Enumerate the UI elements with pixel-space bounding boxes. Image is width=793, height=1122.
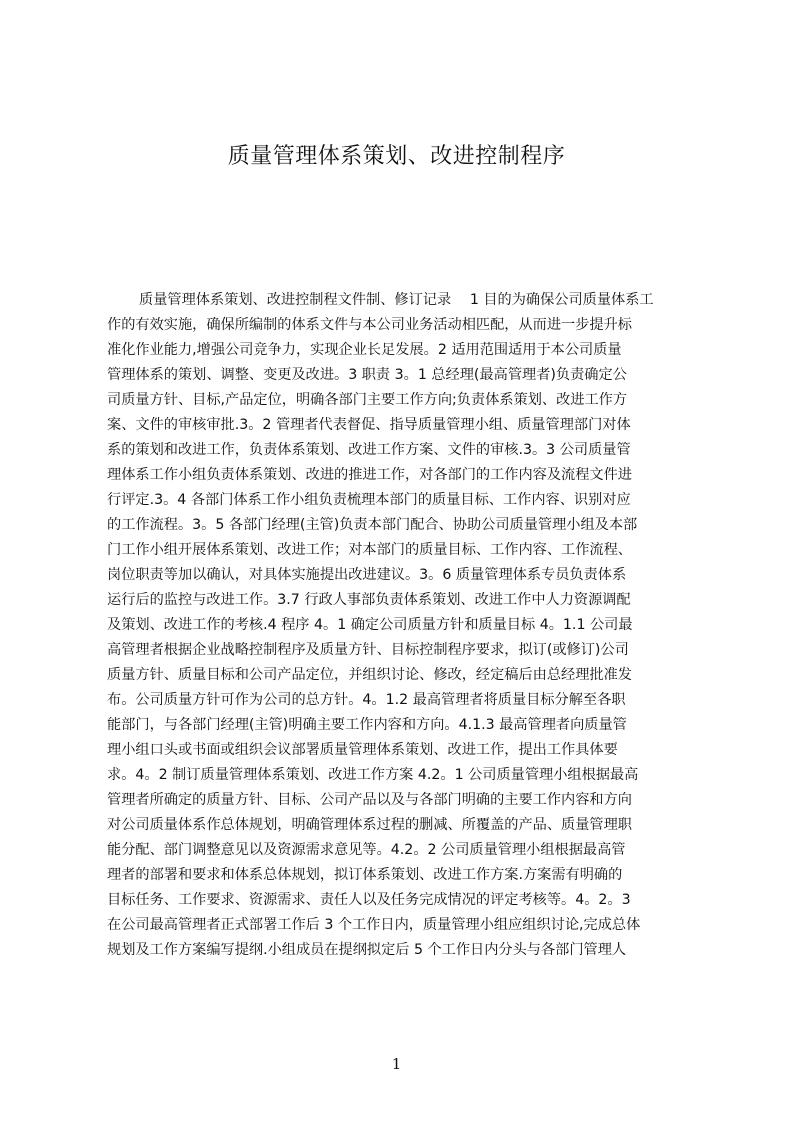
body-line: 目标任务、工作要求、资源需求、责任人以及任务完成情况的评定考核等。4。2。3	[107, 892, 631, 908]
body-line: 岗位职责等加以确认，对具体实施提出改进建议。3。6 质量管理体系专员负责体系	[107, 567, 627, 583]
body-line: 运行后的监控与改进工作。3.7 行政人事部负责体系策划、改进工作中人力资源调配	[107, 592, 631, 608]
body-line: 能部门，与各部门经理(主管)明确主要工作内容和方向。4.1.3 最高管理者向质量管	[107, 717, 627, 733]
document-body	[107, 288, 699, 963]
body-line: 求。4。2 制订质量管理体系策划、改进工作方案 4.2。1 公司质量管理小组根据最高	[107, 767, 639, 783]
body-line: 布。公司质量方针可作为公司的总方针。4。1.2 最高管理者将质量目标分解至各职	[107, 692, 626, 708]
body-line: 管理者所确定的质量方针、目标、公司产品以及与各部门明确的主要工作内容和方向	[107, 792, 632, 808]
body-line: 理者的部署和要求和体系总体规划，拟订体系策划、改进工作方案.方案需有明确的	[107, 867, 623, 883]
body-line: 在公司最高管理者正式部署工作后 3 个工作日内，质量管理小组应组织讨论,完成总体	[107, 917, 641, 933]
body-line: 高管理者根据企业战略控制程序及质量方针、目标控制程序要求，拟订(或修订)公司	[107, 642, 629, 658]
body-line: 理小组口头或书面或组织会议部署质量管理体系策划、改进工作，提出工作具体要	[107, 742, 618, 758]
body-line: 质量管理体系策划、改进控制程文件制、修订记录 1 目的为确保公司质量体系工	[139, 292, 654, 308]
body-line: 门工作小组开展体系策划、改进工作；对本部门的质量目标、工作内容、工作流程、	[107, 542, 632, 558]
document-title: 质量管理体系策划、改进控制程序	[227, 144, 566, 169]
body-line: 行评定.3。4 各部门体系工作小组负责梳理本部门的质量目标、工作内容、识别对应	[107, 492, 631, 508]
body-line: 及策划、改进工作的考核.4 程序 4。1 确定公司质量方针和质量目标 4。1.1 公司最	[107, 617, 633, 633]
body-line: 案、文件的审核审批.3。2 管理者代表督促、指导质量管理小组、质量管理部门对体	[107, 417, 631, 433]
body-line: 质量方针、质量目标和公司产品定位，并组织讨论、修改，经定稿后由总经理批准发	[107, 667, 632, 683]
body-line: 作的有效实施，确保所编制的体系文件与本公司业务活动相匹配，从而进一步提升标	[107, 317, 632, 333]
body-line: 准化作业能力,增强公司竞争力，实现企业长足发展。2 适用范围适用于本公司质量	[107, 342, 622, 358]
body-line: 理体系工作小组负责体系策划、改进的推进工作，对各部门的工作内容及流程文件进	[107, 467, 632, 483]
body-line: 的工作流程。3。5 各部门经理(主管)负责本部门配合、协助公司质量管理小组及本部	[107, 517, 638, 533]
body-line: 管理体系的策划、调整、变更及改进。3 职责 3。1 总经理(最高管理者)负责确定公	[107, 367, 627, 383]
body-line: 司质量方针、目标,产品定位，明确各部门主要工作方向;负责体系策划、改进工作方	[107, 392, 628, 408]
body-line: 能分配、部门调整意见以及资源需求意见等。4.2。2 公司质量管理小组根据最高管	[107, 842, 626, 858]
body-line: 规划及工作方案编写提纲.小组成员在提纲拟定后 5 个工作日内分头与各部门管理人	[107, 942, 627, 958]
page-number: 1	[391, 1055, 402, 1073]
body-line: 对公司质量体系作总体规划，明确管理体系过程的删减、所覆盖的产品、质量管理职	[107, 817, 632, 833]
body-line: 系的策划和改进工作，负责体系策划、改进工作方案、文件的审核.3。3 公司质量管	[107, 442, 631, 458]
